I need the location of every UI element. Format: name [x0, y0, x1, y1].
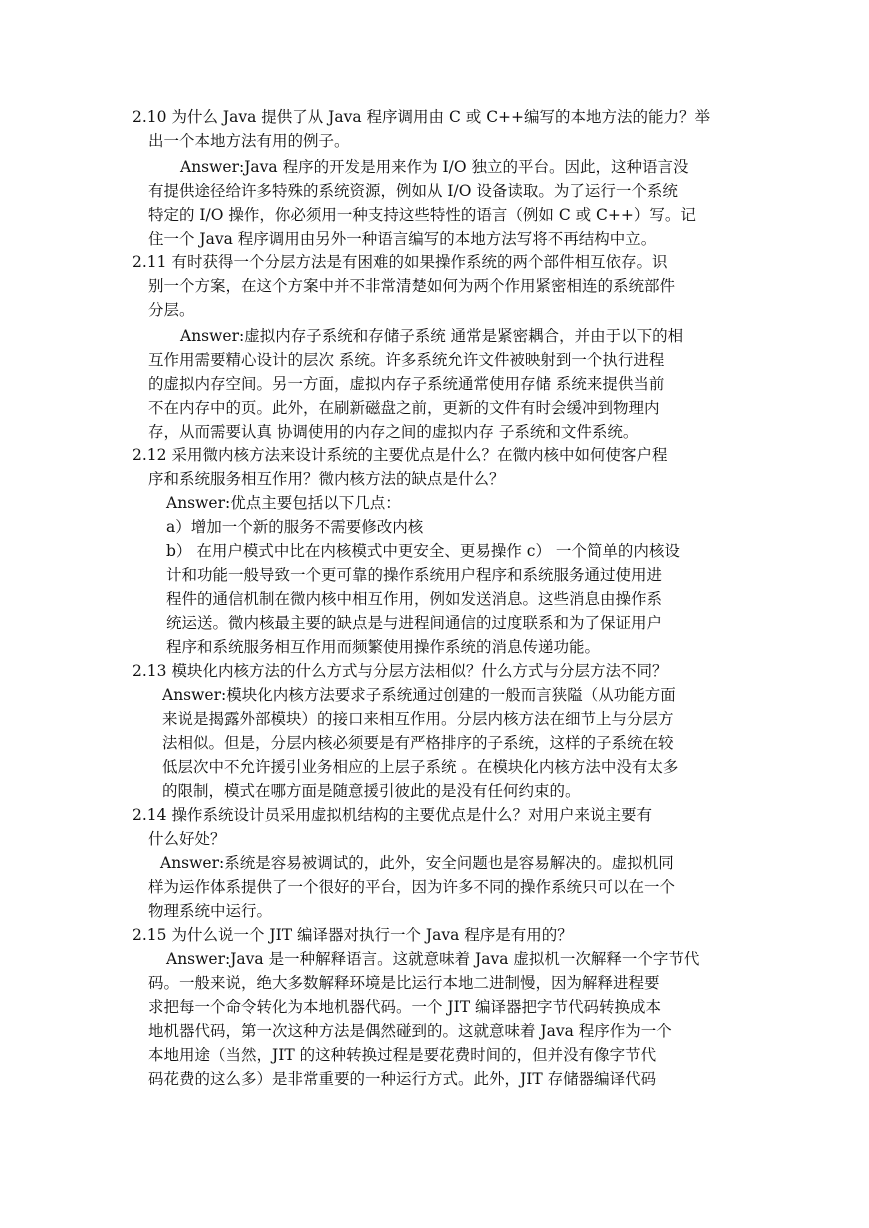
answer-2-12-line-4: 计和功能一般导致一个更可靠的操作系统用户程序和系统服务通过使用进 [166, 566, 663, 584]
answer-2-12-line-3: b） 在用户模式中比在内核模式中更安全、更易操作 c） 一个简单的内核设 [166, 542, 680, 560]
answer-2-14-line-1: Answer:系统是容易被调试的，此外，安全问题也是容易解决的。虚拟机同 [160, 854, 674, 872]
question-2-12-line-1: 2.12 采用微内核方法来设计系统的主要优点是什么？在微内核中如何使客户程 [132, 446, 668, 464]
question-2-13-line-1: 2.13 模块化内核方法的什么方式与分层方法相似？什么方式与分层方法不同？ [132, 662, 668, 680]
answer-2-13-line-5: 的限制，模式在哪方面是随意援引彼此的是没有任何约束的。 [162, 782, 581, 800]
answer-2-13-line-4: 低层次中不允许援引业务相应的上层子系统 。在模块化内核方法中没有太多 [162, 758, 679, 776]
answer-2-15-line-5: 本地用途（当然，JIT 的这种转换过程是要花费时间的，但并没有像字节代 [148, 1046, 657, 1064]
answer-2-12-line-1: Answer:优点主要包括以下几点： [166, 494, 401, 512]
answer-2-11-line-4: 不在内存中的页。此外，在刷新磁盘之前，更新的文件有时会缓冲到物理内 [148, 399, 660, 417]
answer-2-13-line-1: Answer:模块化内核方法要求子系统通过创建的一般而言狭隘（从功能方面 [162, 686, 676, 704]
answer-2-12-line-7: 程序和系统服务相互作用而频繁使用操作系统的消息传递功能。 [166, 638, 601, 656]
question-2-10-line-1: 2.10 为什么 Java 提供了从 Java 程序调用由 C 或 C++编写的本地方法的能力？举 [132, 108, 711, 126]
answer-2-14-line-2: 样为运作体系提供了一个很好的平台，因为许多不同的操作系统只可以在一个 [148, 878, 676, 896]
answer-2-12-line-2: a）增加一个新的服务不需要修改内核 [166, 518, 424, 536]
answer-2-13-line-3: 法相似。但是，分层内核必须要是有严格排序的子系统，这样的子系统在较 [162, 734, 674, 752]
answer-2-11-line-1: Answer:虚拟内存子系统和存储子系统 通常是紧密耦合，并由于以下的相 [180, 327, 684, 345]
answer-2-15-line-4: 地机器代码，第一次这种方法是偶然碰到的。这就意味着 Java 程序作为一个 [148, 1022, 672, 1040]
question-2-11-line-1: 2.11 有时获得一个分层方法是有困难的如果操作系统的两个部件相互依存。识 [132, 253, 668, 271]
answer-2-14-line-3: 物理系统中运行。 [148, 902, 273, 920]
answer-2-10-line-3: 特定的 I/O 操作，你必须用一种支持这些特性的语言（例如 C 或 C++）写。记 [148, 206, 696, 224]
answer-2-11-line-3: 的虚拟内存空间。另一方面，虚拟内存子系统通常使用存储 系统来提供当前 [148, 375, 665, 393]
answer-2-12-line-5: 程件的通信机制在微内核中相互作用，例如发送消息。这些消息由操作系 [166, 590, 663, 608]
question-2-12-line-2: 序和系统服务相互作用？微内核方法的缺点是什么？ [148, 470, 505, 488]
question-2-14-line-1: 2.14 操作系统设计员采用虚拟机结构的主要优点是什么？对用户来说主要有 [132, 806, 652, 824]
question-2-11-line-2: 别一个方案，在这个方案中并不非常清楚如何为两个作用紧密相连的系统部件 [148, 277, 676, 295]
answer-2-11-line-2: 互作用需要精心设计的层次 系统。许多系统允许文件被映射到一个执行进程 [148, 351, 665, 369]
answer-2-10-line-1: Answer:Java 程序的开发是用来作为 I/O 独立的平台。因此，这种语言没 [180, 158, 689, 176]
answer-2-10-line-4: 住一个 Java 程序调用由另外一种语言编写的本地方法写将不再结构中立。 [148, 230, 657, 248]
answer-2-12-line-6: 统运送。微内核最主要的缺点是与进程间通信的过度联系和为了保证用户 [166, 614, 663, 632]
answer-2-13-line-2: 来说是揭露外部模块）的接口来相互作用。分层内核方法在细节上与分层方 [162, 710, 674, 728]
question-2-15-line-1: 2.15 为什么说一个 JIT 编译器对执行一个 Java 程序是有用的？ [132, 926, 573, 944]
question-2-14-line-2: 什么好处？ [148, 830, 226, 848]
answer-2-10-line-2: 有提供途径给许多特殊的系统资源，例如从 I/O 设备读取。为了运行一个系统 [148, 182, 678, 200]
question-2-11-line-3: 分层。 [148, 301, 195, 319]
answer-2-11-line-5: 存，从而需要认真 协调使用的内存之间的虚拟内存 子系统和文件系统。 [148, 423, 639, 441]
answer-2-15-line-6: 码花费的这么多）是非常重要的一种运行方式。此外，JIT 存储器编译代码 [148, 1070, 657, 1088]
answer-2-15-line-3: 求把每一个命令转化为本地机器代码。一个 JIT 编译器把字节代码转换成本 [148, 998, 662, 1016]
answer-2-15-line-2: 码。一般来说，绝大多数解释环境是比运行本地二进制慢，因为解释进程要 [148, 974, 660, 992]
question-2-10-line-2: 出一个本地方法有用的例子。 [148, 132, 350, 150]
answer-2-15-line-1: Answer:Java 是一种解释语言。这就意味着 Java 虚拟机一次解释一个字节代 [166, 950, 700, 968]
